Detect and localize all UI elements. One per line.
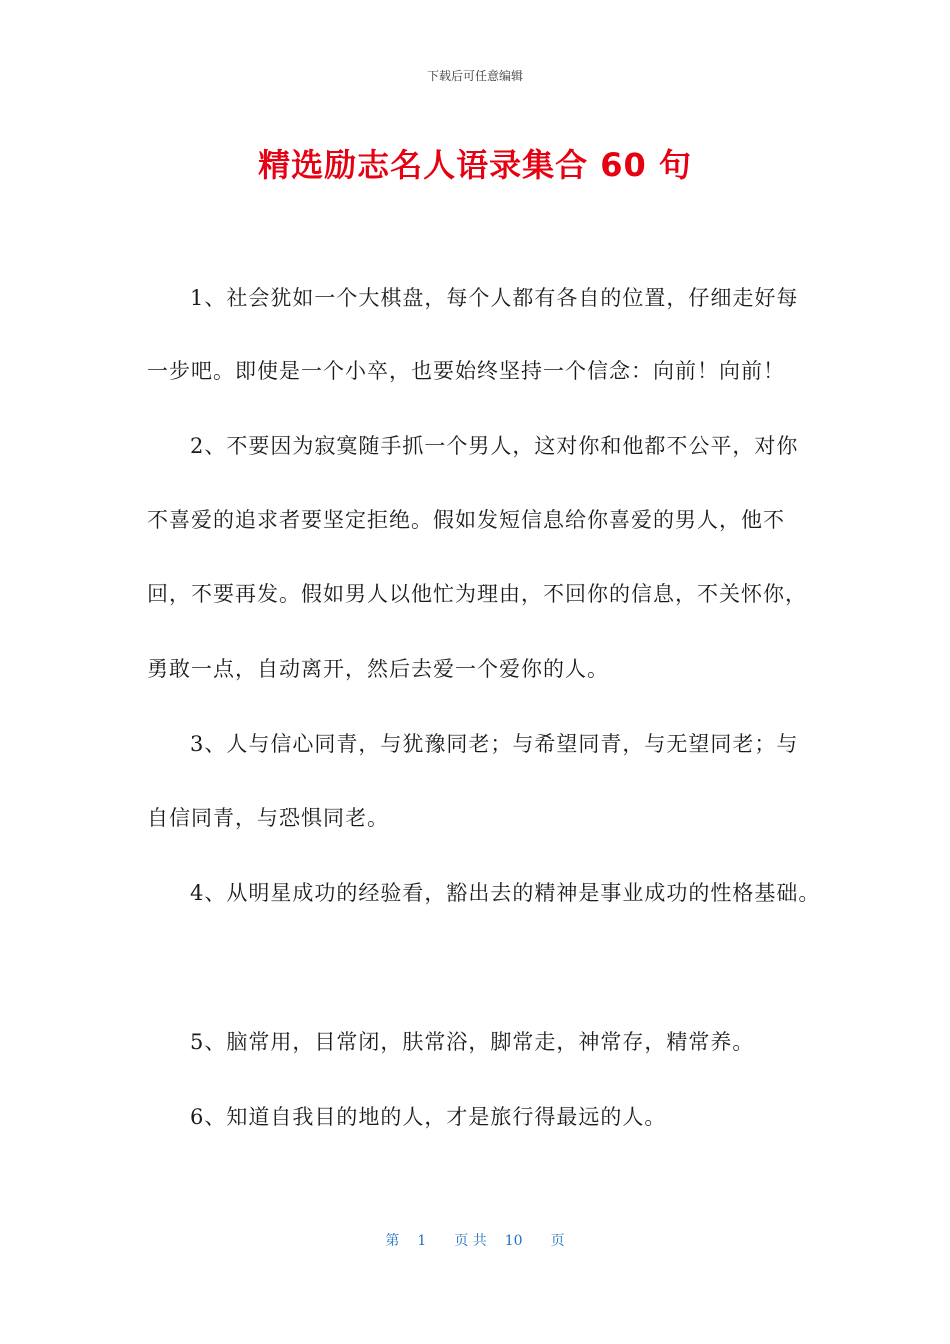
paragraph-3-line-2: 自信同青，与恐惧同老。 xyxy=(147,806,389,830)
footer-page-number: 1 xyxy=(417,1233,427,1249)
header-note: 下载后可任意编辑 xyxy=(426,69,523,83)
paragraph-2-line-1: 2、不要因为寂寞随手抓一个男人，这对你和他都不公平，对你 xyxy=(190,434,799,458)
paragraph-2-line-2: 不喜爱的追求者要坚定拒绝。假如发短信息给你喜爱的男人，他不 xyxy=(147,508,785,532)
footer-total-pages: 10 xyxy=(504,1233,523,1249)
footer-ye-gong: 页 共 xyxy=(454,1233,487,1249)
paragraph-1-line-2: 一步吧。即使是一个小卒，也要始终坚持一个信念：向前！向前！ xyxy=(147,359,785,383)
document-title: 精选励志名人语录集合 60 句 xyxy=(258,146,692,184)
paragraph-2-line-4: 勇敢一点，自动离开，然后去爱一个爱你的人。 xyxy=(147,657,609,681)
page-footer xyxy=(0,1230,950,1250)
footer-di: 第 xyxy=(385,1233,400,1249)
paragraph-5-line-1: 5、脑常用，目常闭，肤常浴，脚常走，神常存，精常养。 xyxy=(190,1030,755,1054)
paragraph-4-line-1: 4、从明星成功的经验看，豁出去的精神是事业成功的性格基础。 xyxy=(190,881,821,905)
footer-ye: 页 xyxy=(550,1233,565,1249)
paragraph-6-line-1: 6、知道自我目的地的人，才是旅行得最远的人。 xyxy=(190,1105,667,1129)
paragraph-1-line-1: 1、社会犹如一个大棋盘，每个人都有各自的位置，仔细走好每 xyxy=(190,286,799,310)
paragraph-2-line-3: 回，不要再发。假如男人以他忙为理由，不回你的信息，不关怀你， xyxy=(147,582,807,606)
paragraph-3-line-1: 3、人与信心同青，与犹豫同老；与希望同青，与无望同老；与 xyxy=(190,732,799,756)
